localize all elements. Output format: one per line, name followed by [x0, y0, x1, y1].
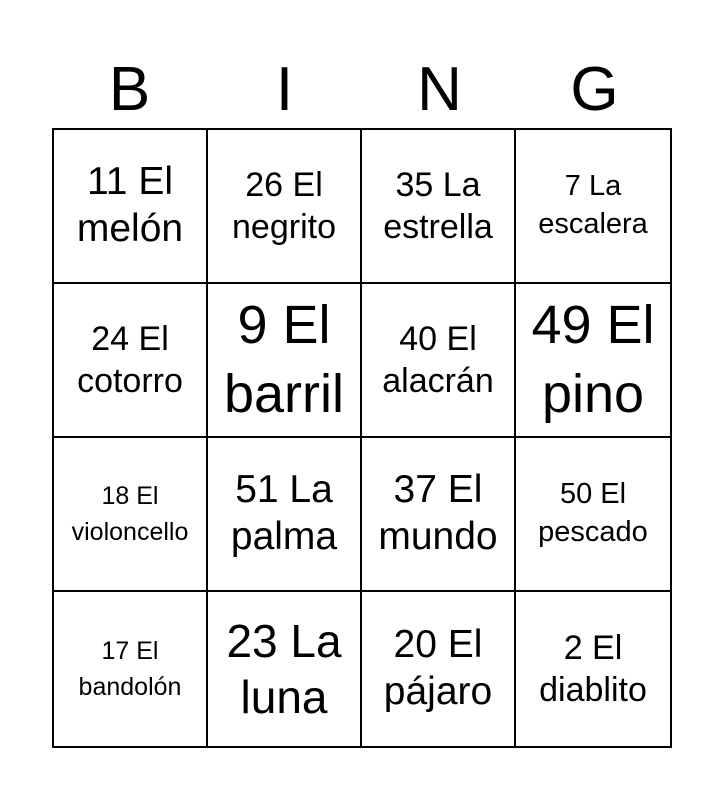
bingo-cell[interactable]	[54, 284, 208, 438]
bingo-cell[interactable]	[208, 130, 362, 284]
cell-label: 18 El violoncello	[71, 481, 189, 546]
bingo-cell[interactable]	[208, 592, 362, 746]
cell-label: 24 El cotorro	[77, 319, 183, 400]
cell-label: 50 El pescado	[538, 478, 648, 548]
bingo-cell[interactable]	[516, 130, 670, 284]
cell-label: 23 La luna	[226, 614, 342, 723]
cell-label: 9 El barril	[223, 294, 345, 424]
header-letter-b: B	[108, 55, 151, 124]
bingo-cell[interactable]	[208, 438, 362, 592]
cell-label: 17 El bandolón	[78, 636, 182, 701]
header-letter-g: G	[570, 55, 619, 124]
bingo-cell[interactable]	[516, 592, 670, 746]
bingo-cell[interactable]	[208, 284, 362, 438]
bingo-cell[interactable]	[516, 284, 670, 438]
bingo-cell[interactable]	[362, 284, 516, 438]
cell-label: 49 El pino	[531, 294, 655, 424]
cell-label: 35 La estrella	[383, 165, 493, 246]
cell-label: 51 La palma	[230, 468, 338, 558]
header-letter-i: I	[275, 55, 294, 124]
cell-label: 11 El melón	[76, 160, 184, 250]
bingo-header	[52, 52, 672, 128]
bingo-cell[interactable]	[362, 592, 516, 746]
bingo-cell[interactable]	[54, 438, 208, 592]
bingo-cell[interactable]	[362, 438, 516, 592]
cell-label: 40 El alacrán	[382, 319, 494, 400]
cell-label: 20 El pájaro	[383, 623, 493, 713]
bingo-card-grid	[52, 128, 672, 748]
bingo-cell[interactable]	[362, 130, 516, 284]
cell-label: 7 La escalera	[538, 170, 648, 240]
bingo-cell[interactable]	[516, 438, 670, 592]
header-letter-n: N	[417, 55, 462, 124]
cell-label: 26 El negrito	[232, 165, 336, 246]
bingo-cell[interactable]	[54, 592, 208, 746]
bingo-cell[interactable]	[54, 130, 208, 284]
cell-label: 37 El mundo	[378, 468, 498, 558]
cell-label: 2 El diablito	[539, 628, 647, 709]
